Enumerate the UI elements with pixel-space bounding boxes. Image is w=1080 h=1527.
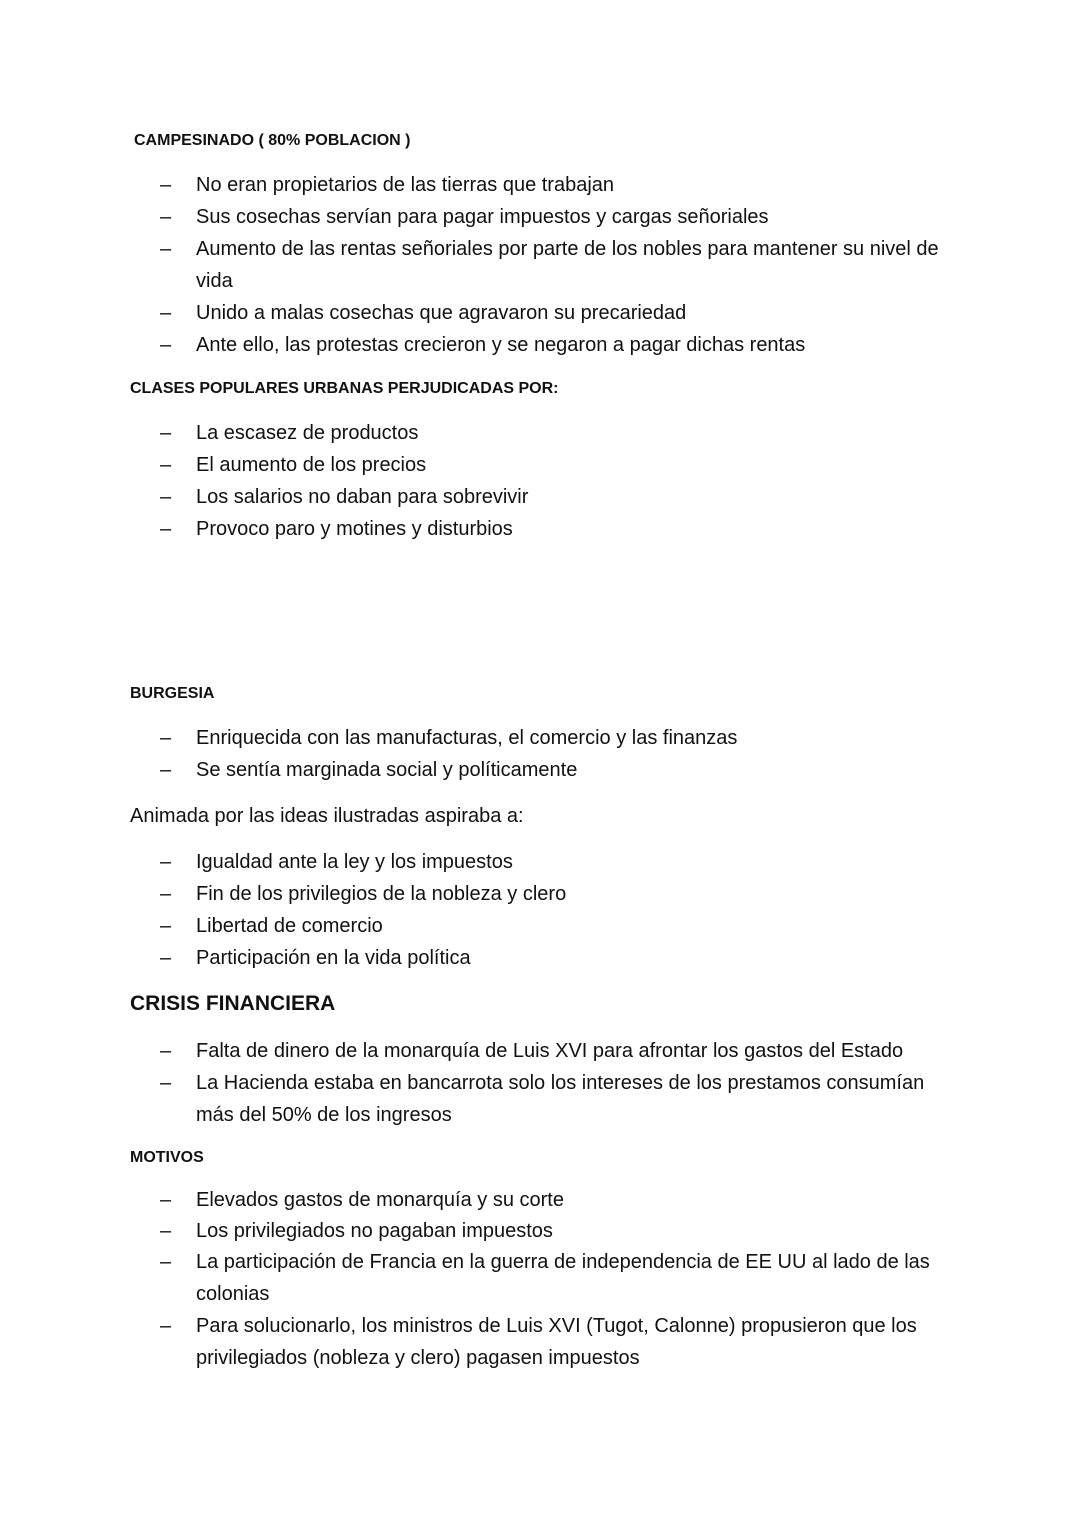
heading-crisis-financiera: CRISIS FINANCIERA [130,992,336,1015]
list-crisis-financiera [160,1035,960,1131]
list-item [160,1067,960,1131]
dash-bullet [160,1184,180,1216]
dash-bullet [160,1035,180,1067]
paragraph-aspiraciones: Animada por las ideas ilustradas aspiraba a: [130,805,524,827]
dash-bullet [160,1067,180,1099]
heading-burgesia: BURGESIA [130,685,215,702]
dash-bullet [160,722,180,754]
item-text: Los salarios no daban para sobrevivir [196,486,529,508]
list-item [160,846,960,878]
list-item [160,722,960,754]
dash-bullet [160,910,180,942]
item-text: Ante ello, las protestas crecieron y se negaron a pagar dichas rentas [196,334,806,356]
item-text: Libertad de comercio [196,915,383,937]
item-text: Se sentía marginada social y políticamente [196,759,578,781]
item-text: Igualdad ante la ley y los impuestos [196,851,513,873]
list-aspiraciones [160,846,960,974]
item-text: Enriquecida con las manufacturas, el comercio y las finanzas [196,727,738,749]
dash-bullet [160,169,180,201]
list-item [160,1035,960,1067]
list-clases-populares [160,417,960,545]
item-text: Aumento de las rentas señoriales por parte de los nobles para mantener su nivel de vida [196,238,939,292]
dash-bullet [160,942,180,974]
list-campesinado [160,169,960,361]
dash-bullet [160,1246,180,1278]
item-text: La participación de Francia en la guerra de independencia de EE UU al lado de las colonias [196,1251,930,1305]
list-item [160,417,960,449]
item-text: Participación en la vida política [196,947,471,969]
dash-bullet [160,513,180,545]
item-text: Unido a malas cosechas que agravaron su precariedad [196,302,687,324]
heading-clases-populares: CLASES POPULARES URBANAS PERJUDICADAS POR: [130,380,559,397]
list-item [160,1310,960,1374]
heading-campesinado: CAMPESINADO ( 80% POBLACION ) [134,132,411,149]
list-item [160,513,960,545]
dash-bullet [160,481,180,513]
dash-bullet [160,449,180,481]
dash-bullet [160,201,180,233]
item-text: Sus cosechas servían para pagar impuestos y cargas señoriales [196,206,769,228]
list-item [160,1184,960,1216]
list-item [160,449,960,481]
item-text: Los privilegiados no pagaban impuestos [196,1220,553,1242]
heading-motivos: MOTIVOS [130,1149,204,1166]
item-text: La Hacienda estaba en bancarrota solo los intereses de los prestamos consumían más del 50% de los ingresos [196,1072,925,1126]
list-item [160,481,960,513]
list-item [160,329,960,361]
item-text: Fin de los privilegios de la nobleza y clero [196,883,567,905]
dash-bullet [160,417,180,449]
list-item [160,942,960,974]
dash-bullet [160,754,180,786]
list-burgesia [160,722,960,786]
dash-bullet [160,233,180,265]
list-motivos [160,1184,960,1374]
dash-bullet [160,1310,180,1342]
list-item [160,297,960,329]
list-item [160,910,960,942]
list-item [160,1215,960,1247]
list-item [160,1246,960,1310]
dash-bullet [160,878,180,910]
dash-bullet [160,1215,180,1247]
item-text: El aumento de los precios [196,454,427,476]
item-text: Provoco paro y motines y disturbios [196,518,513,540]
item-text: No eran propietarios de las tierras que trabajan [196,174,615,196]
item-text: Falta de dinero de la monarquía de Luis XVI para afrontar los gastos del Estado [196,1040,904,1062]
item-text: La escasez de productos [196,422,419,444]
list-item [160,754,960,786]
item-text: Para solucionarlo, los ministros de Luis XVI (Tugot, Calonne) propusieron que los privilegiados (nobleza y clero) pagasen impuestos [196,1315,917,1369]
dash-bullet [160,329,180,361]
item-text: Elevados gastos de monarquía y su corte [196,1189,564,1211]
dash-bullet [160,297,180,329]
list-item [160,878,960,910]
dash-bullet [160,846,180,878]
list-item [160,201,960,233]
list-item [160,169,960,201]
list-item [160,233,960,297]
